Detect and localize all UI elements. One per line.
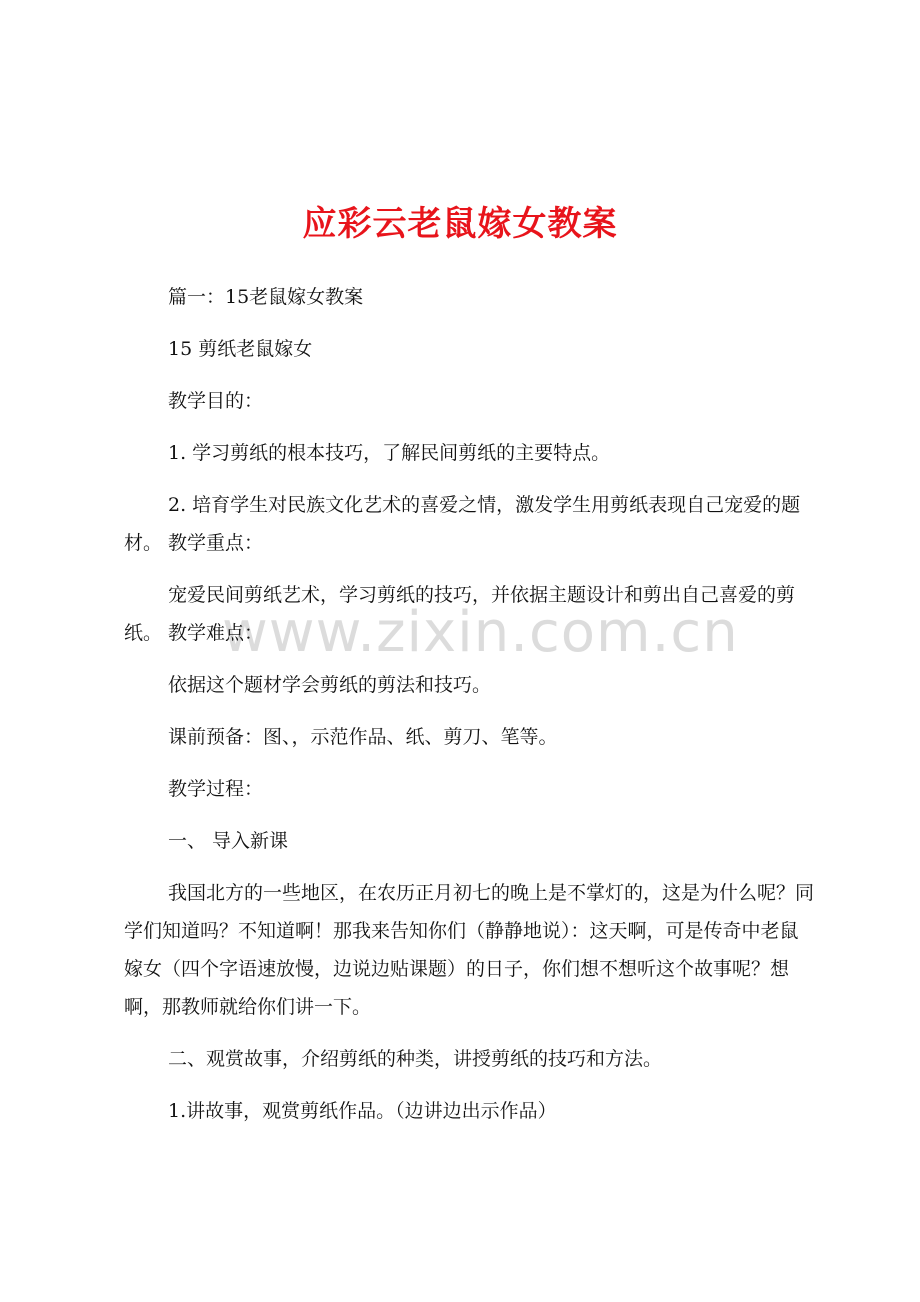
paragraph: 1. 学习剪纸的根本技巧，了解民间剪纸的主要特点。 — [168, 442, 611, 464]
document-title: 应彩云老鼠嫁女教案 — [302, 204, 618, 244]
paragraph: 一、 导入新课 — [168, 830, 289, 852]
document-body — [124, 278, 814, 1144]
paragraph: 二、观赏故事，介绍剪纸的种类，讲授剪纸的技巧和方法。 — [168, 1048, 663, 1070]
paragraph: 课前预备：图、，示范作品、纸、剪刀、笔等。 — [168, 726, 558, 748]
paragraph: 教学过程： — [168, 778, 264, 800]
paragraph: 宠爱民间剪纸艺术，学习剪纸的技巧，并依据主题设计和剪出自己喜爱的剪纸。 教学难点： — [124, 584, 796, 644]
paragraph: 依据这个题材学会剪纸的剪法和技巧。 — [168, 674, 492, 696]
paragraph: 2. 培育学生对民族文化艺术的喜爱之情，激发学生用剪纸表现自己宠爱的题材。 教学重点： — [124, 494, 801, 554]
paragraph: 我国北方的一些地区，在农历正月初七的晚上是不掌灯的，这是为什么呢？同学们知道吗？不知道啊！那我来告知你们（静静地说）：这天啊，可是传奇中老鼠嫁女（四个字语速放慢，边说边贴课题）的日子，你们想不想听这个故事呢？想啊，那教师就给你们讲一下。 — [124, 882, 815, 1018]
paragraph: 篇一：15老鼠嫁女教案 — [168, 286, 364, 308]
paragraph: 15 剪纸老鼠嫁女 — [168, 338, 313, 360]
paragraph: 1.讲故事，观赏剪纸作品。（边讲边出示作品） — [168, 1100, 557, 1122]
watermark: www.zixin.com.cn — [222, 600, 739, 665]
paragraph: 教学目的： — [168, 390, 264, 412]
